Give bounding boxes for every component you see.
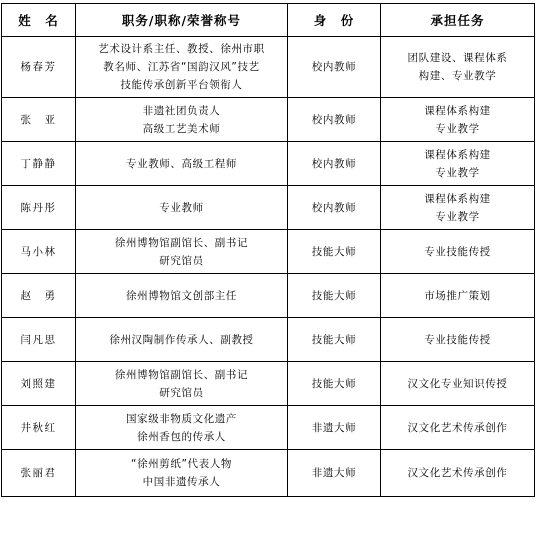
- name-cell: 井秋红: [2, 406, 76, 450]
- task-line: 汉文化艺术传承创作: [407, 421, 508, 434]
- identity-cell: 技能大师: [288, 362, 381, 406]
- task-line: 专业技能传授: [424, 333, 491, 346]
- table-row: [2, 37, 535, 98]
- name-cell: 刘照建: [2, 362, 76, 406]
- table-row: [2, 186, 535, 230]
- title-cell: [76, 274, 288, 318]
- header-name: 姓 名: [2, 4, 76, 37]
- title-line: 徐州博物馆副馆长、副书记: [114, 368, 249, 381]
- table-row: [2, 406, 535, 450]
- task-cell: [381, 318, 535, 362]
- name-cell: 杨春芳: [2, 37, 76, 98]
- personnel-table: [1, 3, 535, 497]
- table-row: [2, 318, 535, 362]
- table-row: [2, 274, 535, 318]
- identity-cell: 校内教师: [288, 37, 381, 98]
- title-cell: [76, 362, 288, 406]
- title-line: 专业教师、高级工程师: [126, 157, 237, 170]
- title-line: 徐州香包的传承人: [137, 430, 226, 443]
- task-cell: [381, 98, 535, 142]
- title-cell: [76, 37, 288, 98]
- task-cell: [381, 406, 535, 450]
- title-line: 研究馆员: [159, 386, 204, 399]
- task-cell: [381, 142, 535, 186]
- header-title: 职务/职称/荣誉称号: [76, 4, 288, 37]
- identity-cell: 技能大师: [288, 318, 381, 362]
- task-cell: [381, 186, 535, 230]
- identity-cell: 技能大师: [288, 274, 381, 318]
- table-row: [2, 142, 535, 186]
- name-cell: 马小林: [2, 230, 76, 274]
- task-line: 专业教学: [435, 166, 480, 179]
- name-cell: 张 亚: [2, 98, 76, 142]
- table-row: [2, 98, 535, 142]
- title-line: 中国非遗传承人: [142, 476, 221, 488]
- task-line: 构建、专业教学: [418, 70, 497, 82]
- table-row: [2, 362, 535, 406]
- task-cell: [381, 450, 535, 497]
- task-line: 课程体系构建: [424, 192, 491, 205]
- title-line: 高级工艺美术师: [142, 122, 221, 135]
- title-line: 徐州汉陶制作传承人、副教授: [109, 333, 254, 346]
- name-cell: 丁静静: [2, 142, 76, 186]
- identity-cell: 技能大师: [288, 230, 381, 274]
- personnel-table-container: [1, 3, 534, 497]
- task-line: 课程体系构建: [424, 148, 491, 161]
- title-line: 国家级非物质文化遗产: [126, 412, 237, 425]
- task-line: 汉文化专业知识传授: [407, 377, 508, 390]
- header-identity: 身 份: [288, 4, 381, 37]
- task-line: 课程体系构建: [424, 104, 491, 117]
- title-line: 专业教师: [159, 201, 204, 214]
- header-task: 承担任务: [381, 4, 535, 37]
- name-cell: 张丽君: [2, 450, 76, 497]
- identity-cell: 非遗大师: [288, 406, 381, 450]
- title-cell: [76, 142, 288, 186]
- task-line: 市场推广策划: [424, 289, 491, 302]
- task-cell: [381, 37, 535, 98]
- title-cell: [76, 98, 288, 142]
- title-cell: [76, 230, 288, 274]
- title-cell: [76, 318, 288, 362]
- table-row: [2, 450, 535, 497]
- title-line: 研究馆员: [159, 254, 204, 267]
- name-cell: 赵 勇: [2, 274, 76, 318]
- name-cell: 陈丹彤: [2, 186, 76, 230]
- title-cell: [76, 450, 288, 497]
- title-cell: [76, 406, 288, 450]
- task-line: 专业教学: [435, 210, 480, 223]
- task-line: 专业技能传授: [424, 245, 491, 258]
- identity-cell: 校内教师: [288, 98, 381, 142]
- identity-cell: 校内教师: [288, 142, 381, 186]
- title-line: 非遗社团负责人: [142, 104, 221, 117]
- title-line: “徐州剪纸”代表人物: [131, 458, 232, 470]
- identity-cell: 校内教师: [288, 186, 381, 230]
- task-cell: [381, 362, 535, 406]
- title-line: 艺术设计系主任、教授、徐州市职: [98, 43, 265, 55]
- name-cell: 闫凡思: [2, 318, 76, 362]
- title-line: 技能传承创新平台领衔人: [120, 79, 243, 91]
- table-header-row: [2, 4, 535, 37]
- title-cell: [76, 186, 288, 230]
- task-line: 专业教学: [435, 122, 480, 135]
- table-row: [2, 230, 535, 274]
- title-line: 徐州博物馆副馆长、副书记: [114, 236, 249, 249]
- task-line: 汉文化艺术传承创作: [407, 467, 508, 479]
- identity-cell: 非遗大师: [288, 450, 381, 497]
- task-cell: [381, 230, 535, 274]
- task-line: 团队建设、课程体系: [407, 52, 508, 64]
- title-line: 徐州博物馆文创部主任: [126, 289, 237, 302]
- task-cell: [381, 274, 535, 318]
- title-line: 教名师、江苏省“国韵汉风”技艺: [103, 61, 260, 73]
